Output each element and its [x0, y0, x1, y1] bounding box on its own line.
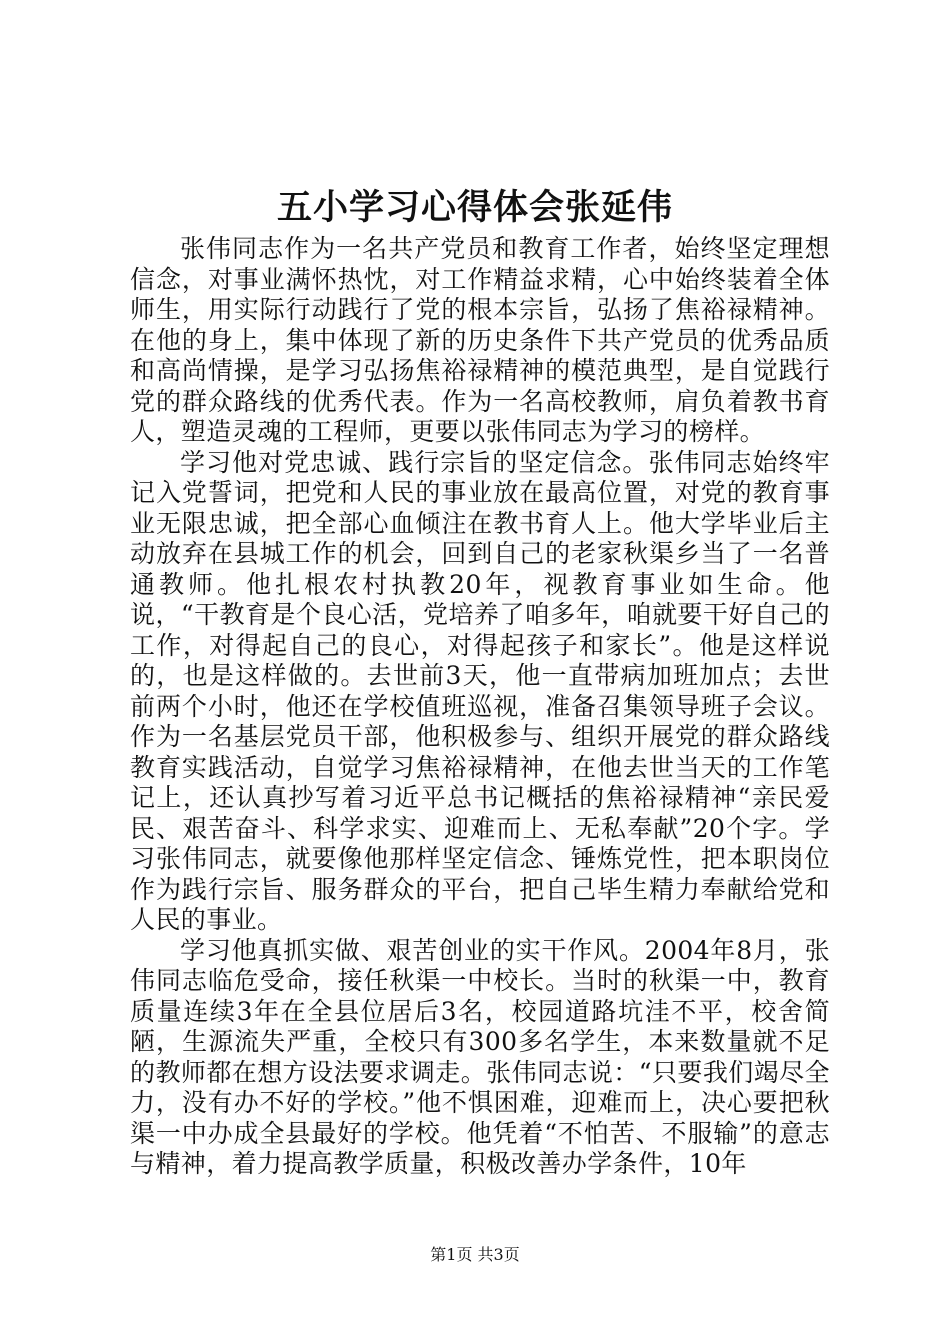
paragraph-intro: 张伟同志作为一名共产党员和教育工作者，始终坚定理想信念，对事业满怀热忱，对工作精益求精，心中始终装着全体师生，用实际行动践行了党的根本宗旨，弘扬了焦裕禄精神。在他的身上，集中体现了新的历史条件下共产党员的优秀品质和高尚情操，是学习弘扬焦裕禄精神的模范典型，是自觉践行党的群众路线的优秀代表。作为一名高校教师，肩负着教书育人，塑造灵魂的工程师，更要以张伟同志为学习的榜样。 — [130, 234, 830, 446]
paragraph-work-style: 学习他真抓实做、艰苦创业的实干作风。2004年8月，张伟同志临危受命，接任秋渠一中校长。当时的秋渠一中，教育质量连续3年在全县位居后3名，校园道路坑洼不平，校舍简陋，生源流失严重，全校只有300多名学生，本来数量就不足的教师都在想方设法要求调走。张伟同志说：“只要我们竭尽全力，没有办不好的学校。”他不惧困难，迎难而上，决心要把秋渠一中办成全县最好的学校。他凭着“不怕苦、不服输”的意志与精神，着力提高教学质量，积极改善办学条件，10年 — [130, 935, 830, 1178]
document-body — [130, 234, 830, 1180]
paragraph-loyalty: 学习他对党忠诚、践行宗旨的坚定信念。张伟同志始终牢记入党誓词，把党和人民的事业放在最高位置，对党的教育事业无限忠诚，把全部心血倾注在教书育人上。他大学毕业后主动放弃在县城工作的机会，回到自己的老家秋渠乡当了一名普通教师。他扎根农村执教20年，视教育事业如生命。他说，“干教育是个良心活，党培养了咱多年，咱就要干好自己的工作，对得起自己的良心，对得起孩子和家长”。他是这样说的，也是这样做的。去世前3天，他一直带病加班加点；去世前两个小时，他还在学校值班巡视，准备召集领导班子会议。作为一名基层党员干部，他积极参与、组织开展党的群众路线教育实践活动，自觉学习焦裕禄精神，在他去世当天的工作笔记上，还认真抄写着习近平总书记概括的焦裕禄精神“亲民爱民、艰苦奋斗、科学求实、迎难而上、无私奉献”20个字。学习张伟同志，就要像他那样坚定信念、锤炼党性，把本职岗位作为践行宗旨、服务群众的平台，把自己毕生精力奉献给党和人民的事业。 — [130, 447, 830, 934]
document-title: 五小学习心得体会张延伟 — [276, 187, 673, 228]
page-number-footer: 第1页 共3页 — [430, 1245, 520, 1264]
